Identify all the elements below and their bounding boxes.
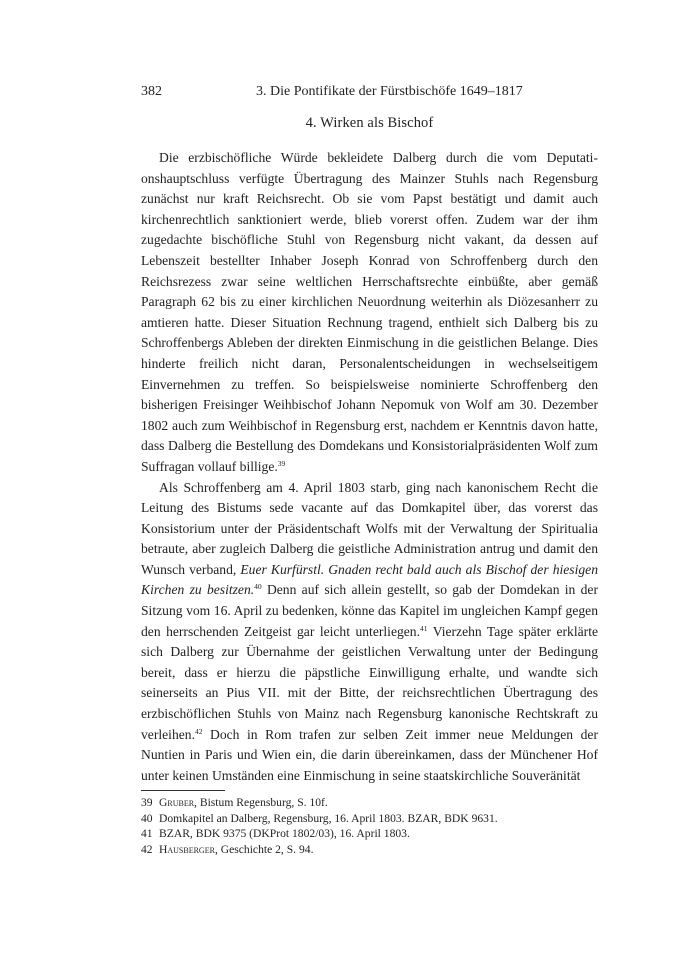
footnote-ref-40[interactable]: 40 [254, 582, 262, 592]
footnote-40 [141, 811, 598, 827]
footnote-text [159, 842, 313, 858]
paragraph-2 [141, 478, 598, 787]
footnote-ref-42[interactable]: 42 [194, 726, 203, 736]
footnote-citation: , Geschichte 2, S. 94. [214, 842, 314, 856]
paragraph-1 [141, 148, 598, 478]
paragraph-2-text-b: Denn auf sich allein gestellt, so gab der Domdekan in der Sitzung vom 16. April zu bedenken, könne das Kapitel im ungleichen Kampf gegen den herrschenden Zeitgeist gar leicht unterliegen. [141, 582, 598, 639]
footnote-citation: , Bistum Regensburg, S. 10f. [194, 796, 328, 810]
paragraph-2-text-a: Als Schroffenberg am 4. April 1803 starb, ging nach kanonischem Recht die Leitung des Bistums sede vacante auf das Domkapitel über, das vorerst das Konsistorium unter der Präsidentschaft Wolfs mit der Verwaltung der Spiritualia betraute, aber zugleich Dalberg die geistliche Administration antrug und damit den Wunsch verband, [141, 479, 598, 577]
footnote-number: 39 [141, 796, 153, 810]
footnote-citation: BZAR, BDK 9375 (DKProt 1802/03), 16. April 1803. [159, 827, 410, 841]
footnote-ref-39[interactable]: 39 [277, 458, 286, 468]
footnote-divider [141, 790, 225, 791]
section-title: 4. Wirken als Bischof [305, 115, 434, 131]
footnote-number: 42 [141, 842, 153, 856]
running-head [141, 84, 598, 106]
footnote-citation: Domkapitel an Dalberg, Regensburg, 16. April 1803. BZAR, BDK 9631. [159, 811, 498, 825]
footnote-number: 41 [141, 827, 153, 841]
footnotes [141, 795, 598, 857]
footnote-text [159, 811, 498, 827]
paragraph-2-text-d: Doch in Rom trafen zur selben Zeit immer neue Meldungen der Nuntien in Paris und Wien ein, die darin übereinkamen, dass der Münchener Hof unter keinen Umständen eine Einmischung in seine staatskirchliche Souveränität [141, 726, 598, 783]
footnote-42 [141, 842, 598, 858]
footnote-number: 40 [141, 811, 153, 825]
footnote-text [159, 795, 328, 811]
body-text [141, 148, 598, 786]
footnote-ref-41[interactable]: 41 [420, 623, 428, 633]
chapter-heading: 3. Die Pontifikate der Fürstbischöfe 1649–1817 [256, 84, 523, 99]
page [141, 84, 598, 857]
footnote-39 [141, 795, 598, 811]
paragraph-2-text-c: Vierzehn Tage später erklärte sich Dalberg zur Übernahme der geistlichen Verwaltung unter der Bedingung bereit, dass er hierzu die päpstliche Einwilligung erhalte, und wandte sich seinerseits an Pius VII. mit der Bitte, der reichsrechtlichen Übertragung des erzbischöflichen Stuhls von Mainz nach Regensburg kanonische Rechtskraft zu verleihen. [141, 623, 599, 742]
footnote-author: Hausberger [159, 842, 215, 856]
quotation: Euer Kurfürstl. Gnaden recht bald auch als Bischof der hiesigen Kirchen zu besitzen. [141, 561, 598, 598]
page-number: 382 [141, 84, 162, 99]
footnote-text [159, 826, 410, 842]
footnote-author: Gruber [159, 796, 195, 810]
paragraph-1-text: Die erzbischöfliche Würde bekleidete Dalberg durch die vom Deputationshauptschluss verfügte Übertragung des Mainzer Stuhls nach Regensburg zunächst nur kraft Reichsrecht. Ob sie vom Papst bestätigt und damit auch kirchenrechtlich sanktioniert werde, blieb vorerst offen. Zudem war der ihm zugedachte bischöfliche Stuhl von Regensburg nicht vakant, da dessen auf Lebenszeit bestellter Inhaber Joseph Konrad von Schroffenberg durch den Reichsrezess zwar seine weltlichen Herrschaftsrechte einbüßte, aber gemäß Paragraph 62 bis zu einer kirchlichen Neuordnung weiterhin als Diözesanherr zu amtieren hatte. Dieser Situation Rechnung tragend, enthielt sich Dalberg bis zu Schroffenbergs Ableben der direkten Einmischung in die geistlichen Belange. Dies hinderte freilich nicht daran, Personalentscheidungen in wechselseitigem Einvernehmen zu treffen. So beispielsweise nominierte Schroffenberg den bisherigen Freisinger Weihbischof Johann Nepomuk von Wolf am 30. Dezember 1802 auch zum Weihbischof in Regensburg erst, nachdem er Kenntnis davon hatte, dass Dalberg die Bestellung des Domdekans und Konsistorialpräsidenten Wolf zum Suffragan vollauf billige. [141, 150, 598, 474]
footnote-41 [141, 826, 598, 842]
